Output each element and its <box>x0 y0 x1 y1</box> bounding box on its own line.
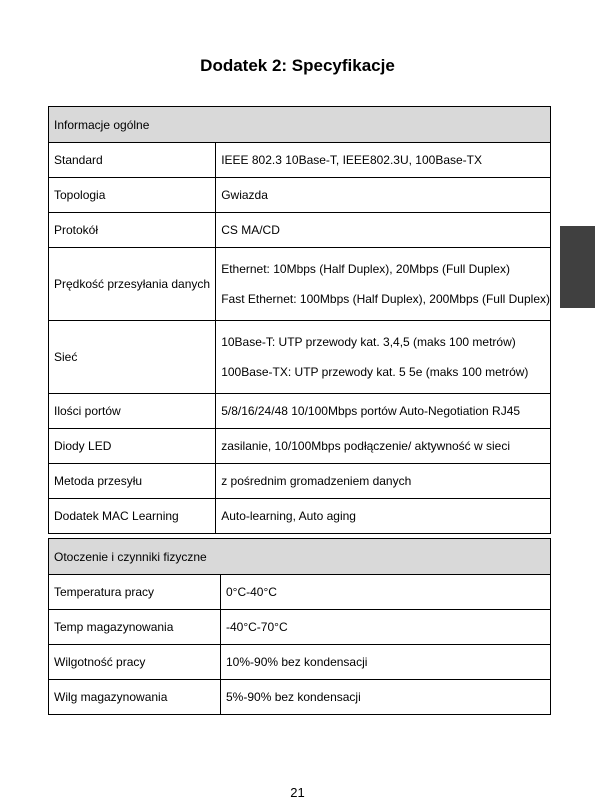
spec-value <box>216 213 551 248</box>
spec-value-line: IEEE 802.3 10Base-T, IEEE802.3U, 100Base-TX <box>221 153 483 167</box>
table-row <box>49 464 551 499</box>
section-side-tab <box>560 226 595 308</box>
page-number: 21 <box>290 785 305 800</box>
table-row <box>49 143 551 178</box>
spec-value-line: z pośrednim gromadzeniem danych <box>221 474 412 488</box>
table-row <box>49 575 551 610</box>
spec-label: Topologia <box>49 178 216 213</box>
spec-value-line: Fast Ethernet: 100Mbps (Half Duplex), 200Mbps (Full Duplex) <box>221 292 550 306</box>
spec-value-line: Auto-learning, Auto aging <box>221 509 356 523</box>
spec-label: Temp magazynowania <box>49 610 221 645</box>
spec-value <box>221 575 551 610</box>
table-row <box>49 248 551 321</box>
spec-value <box>216 178 551 213</box>
spec-value <box>216 143 551 178</box>
general-info-body <box>49 107 551 534</box>
spec-value <box>216 429 551 464</box>
spec-value-line: Ethernet: 10Mbps (Half Duplex), 20Mbps (Full Duplex) <box>221 262 510 276</box>
environment-body <box>49 539 551 715</box>
spec-value-line: Gwiazda <box>221 188 268 202</box>
spec-value-line: 10Base-T: UTP przewody kat. 3,4,5 (maks 100 metrów) <box>221 335 516 349</box>
spec-value <box>221 645 551 680</box>
spec-value <box>216 394 551 429</box>
table-row <box>49 178 551 213</box>
spec-label: Diody LED <box>49 429 216 464</box>
spec-label: Wilg magazynowania <box>49 680 221 715</box>
table-header-row <box>49 107 551 143</box>
spec-value <box>216 248 551 321</box>
page-title: Dodatek 2: Specyfikacje <box>200 56 395 75</box>
table-row <box>49 645 551 680</box>
spec-value-line: 0°C-40°C <box>226 585 277 599</box>
spec-value <box>221 680 551 715</box>
spec-value-line: 5%-90% bez kondensacji <box>226 690 361 704</box>
spec-value-line: CS MA/CD <box>221 223 280 237</box>
spec-value <box>216 499 551 534</box>
table-row <box>49 499 551 534</box>
section-header: Otoczenie i czynniki fizyczne <box>49 539 551 575</box>
environment-table <box>48 538 551 715</box>
table-row <box>49 213 551 248</box>
spec-value-line: 100Base-TX: UTP przewody kat. 5 5e (maks 100 metrów) <box>221 365 529 379</box>
table-row <box>49 680 551 715</box>
spec-value <box>216 321 551 394</box>
spec-label: Protokół <box>49 213 216 248</box>
table-row <box>49 610 551 645</box>
table-row <box>49 394 551 429</box>
spec-value-line: -40°C-70°C <box>226 620 288 634</box>
spec-value <box>221 610 551 645</box>
table-header-row <box>49 539 551 575</box>
spec-label: Wilgotność pracy <box>49 645 221 680</box>
spec-value-line: 5/8/16/24/48 10/100Mbps portów Auto-Negotiation RJ45 <box>221 404 521 418</box>
section-header: Informacje ogólne <box>49 107 551 143</box>
table-row <box>49 429 551 464</box>
table-row <box>49 321 551 394</box>
spec-label: Metoda przesyłu <box>49 464 216 499</box>
spec-value-line: 10%-90% bez kondensacji <box>226 655 368 669</box>
spec-label: Prędkość przesyłania danych <box>49 248 216 321</box>
spec-label: Sieć <box>49 321 216 394</box>
general-info-table <box>48 106 551 534</box>
spec-label: Standard <box>49 143 216 178</box>
spec-label: Dodatek MAC Learning <box>49 499 216 534</box>
spec-value <box>216 464 551 499</box>
spec-label: Ilości portów <box>49 394 216 429</box>
spec-value-line: zasilanie, 10/100Mbps podłączenie/ aktywność w sieci <box>221 439 511 453</box>
spec-label: Temperatura pracy <box>49 575 221 610</box>
